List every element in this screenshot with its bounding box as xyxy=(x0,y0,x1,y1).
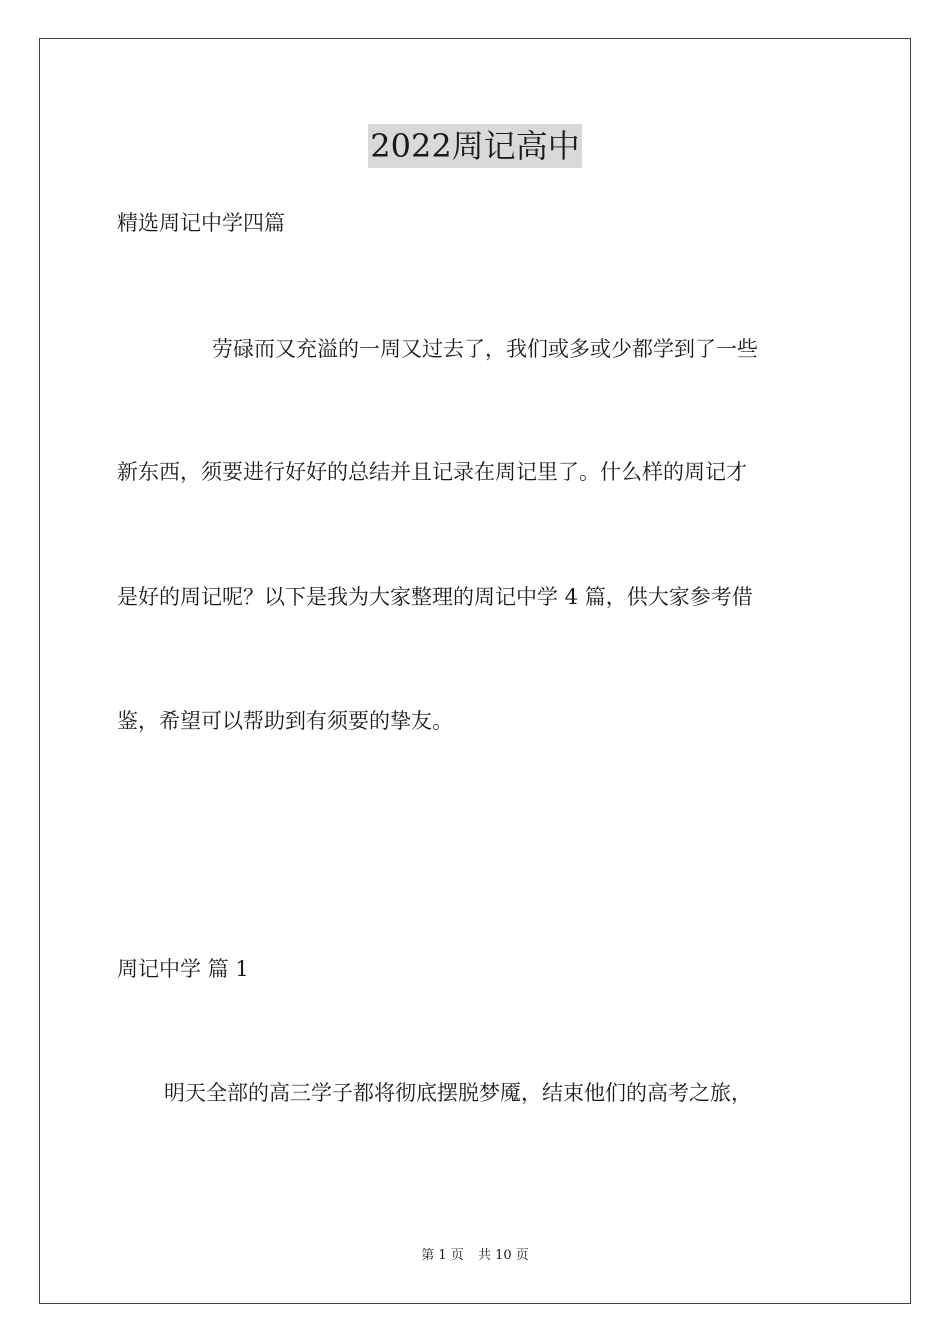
title-container xyxy=(0,124,950,168)
page-number: 第 1 页 xyxy=(421,1248,464,1263)
document-title: 2022周记高中 xyxy=(368,124,581,168)
intro-line-2: 新东西，须要进行好好的总结并且记录在周记里了。什么样的周记才 xyxy=(117,460,747,484)
section-heading: 周记中学 篇 1 xyxy=(117,957,249,981)
intro-line-3: 是好的周记呢？以下是我为大家整理的周记中学 4 篇，供大家参考借 xyxy=(117,585,753,609)
document-subtitle: 精选周记中学四篇 xyxy=(117,211,285,235)
page-total: 共 10 页 xyxy=(477,1248,529,1263)
page-footer xyxy=(0,1247,950,1265)
section-first-line: 明天全部的高三学子都将彻底摆脱梦魇，结束他们的高考之旅， xyxy=(164,1081,752,1105)
intro-line-4: 鉴，希望可以帮助到有须要的挚友。 xyxy=(117,709,453,733)
intro-line-1: 劳碌而又充溢的一周又过去了，我们或多或少都学到了一些 xyxy=(212,337,758,361)
